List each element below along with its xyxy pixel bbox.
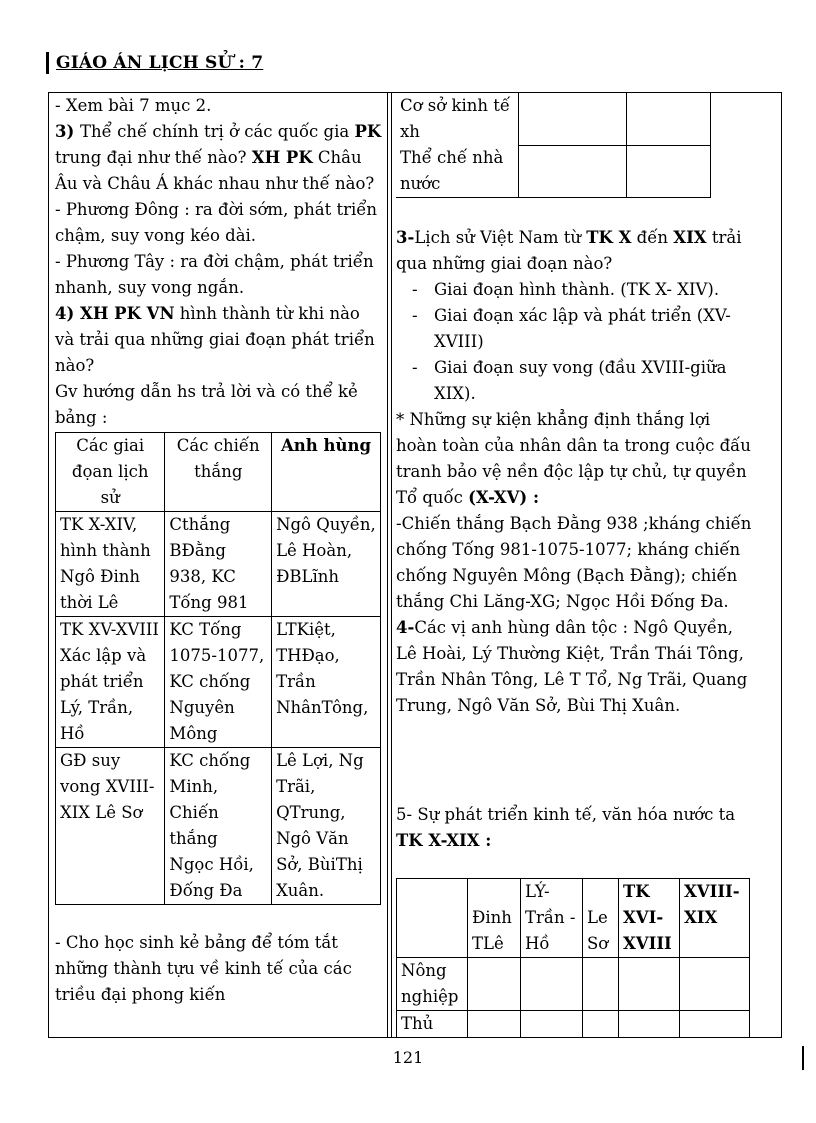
- review-note: - Xem bài 7 mục 2.: [55, 96, 212, 115]
- table-cell: [583, 958, 619, 1011]
- column-divider: [387, 92, 392, 1038]
- table-row: [56, 512, 381, 617]
- table-cell: [680, 958, 750, 1011]
- list-item: - Giai đoạn xác lập và phát triển (XV-XVIII): [396, 303, 752, 355]
- table-cell: [468, 1011, 521, 1038]
- table-cell: [619, 1011, 680, 1038]
- table-row: [396, 145, 710, 198]
- stages-list: [396, 277, 752, 407]
- section-4: 4-Các vị anh hùng dân tộc : Ngô Quyền, Lê Hoài, Lý Thường Kiệt, Trần Thái Tông, Trần Nhân Tông, Lê T Tổ, Ng Trãi, Quang Trung, Ngô Văn Sở, Bùi Thị Xuân.: [396, 618, 748, 715]
- teacher-note: Gv hướng dẫn hs trả lời và có thể kẻ bảng :: [55, 382, 358, 427]
- table-header-row: [56, 433, 381, 512]
- table-header-cell: Le Sơ: [583, 879, 619, 958]
- table-cell: Ngô Quyền, Lê Hoàn, ĐBLĩnh: [272, 512, 381, 617]
- table-header-cell: Các chiến thắng: [165, 433, 272, 512]
- page-number: 121: [392, 1048, 424, 1067]
- table-cell: [626, 145, 710, 198]
- table-cell: LTKiệt, THĐạo, Trần NhânTông,: [272, 617, 381, 748]
- table-cell: [518, 93, 626, 145]
- table-header-cell: Các giai đọan lịch sử: [56, 433, 165, 512]
- history-periods-table: [55, 432, 381, 905]
- margin-mark: [802, 1046, 804, 1070]
- economy-culture-table: [396, 878, 750, 1037]
- answer-west: - Phương Tây : ra đời chậm, phát triển nhanh, suy vong ngắn.: [55, 252, 374, 297]
- header-bar: [46, 52, 49, 74]
- summary-instruction: - Cho học sinh kẻ bảng để tóm tắt những thành tựu về kinh tế của các triều đại phong kiến: [55, 933, 352, 1004]
- left-bottom-note: [55, 930, 383, 1008]
- table-row: [396, 93, 710, 145]
- table-header-cell: Đinh TLê: [468, 879, 521, 958]
- table-cell: [680, 1011, 750, 1038]
- table-row: [397, 1011, 750, 1038]
- table-header-cell: Anh hùng: [272, 433, 381, 512]
- list-item: - Giai đoạn suy vong (đầu XVIII-giữa XIX).: [396, 355, 752, 407]
- table-cell: Thể chế nhà nước: [396, 145, 518, 198]
- section-5-title: [396, 802, 752, 854]
- table-header-row: [397, 879, 750, 958]
- table-cell: Nông nghiệp: [397, 958, 468, 1011]
- table-cell: [521, 1011, 583, 1038]
- table-cell: [468, 958, 521, 1011]
- table-cell: KC chống Minh, Chiến thắng Ngọc Hồi, Đống Đa: [165, 748, 272, 905]
- question-4: 4) XH PK VN hình thành từ khi nào và trải qua những giai đoạn phát triển nào?: [55, 304, 375, 375]
- table-row: [56, 748, 381, 905]
- victories-list: -Chiến thắng Bạch Đằng 938 ;kháng chiến chống Tống 981-1075-1077; kháng chiến chống Nguyên Mông (Bạch Đằng); chiến thắng Chi Lăng-XG; Ngọc Hồi Đống Đa.: [396, 514, 752, 611]
- table-row: [397, 958, 750, 1011]
- question-3: 3) Thể chế chính trị ở các quốc gia PK trung đại như thế nào? XH PK Châu Âu và Châu Á khác nhau như thế nào?: [55, 122, 382, 193]
- table-cell: [626, 93, 710, 145]
- list-item: - Giai đoạn hình thành. (TK X- XIV).: [396, 277, 752, 303]
- table-cell: TK XV-XVIII Xác lập và phát triển Lý, Trần, Hồ: [56, 617, 165, 748]
- table-header-cell: TK XVI-XVIII: [619, 879, 680, 958]
- section-3-title: 3-Lịch sử Việt Nam từ TK X đến XIX trải qua những giai đoạn nào?: [396, 228, 742, 273]
- page-header: GIÁO ÁN LỊCH SỬ : 7: [56, 53, 264, 73]
- table-cell: [521, 958, 583, 1011]
- section-5-text: 5- Sự phát triển kinh tế, văn hóa nước ta TK X-XIX :: [396, 805, 736, 850]
- table-cell: GĐ suy vong XVIII-XIX Lê Sơ: [56, 748, 165, 905]
- table-cell: [619, 958, 680, 1011]
- table-header-cell: LÝ-Trần -Hồ: [521, 879, 583, 958]
- table-cell: Cơ sở kinh tế xh: [396, 93, 518, 145]
- events-intro: * Những sự kiện khẳng định thắng lợi hoàn toàn của nhân dân ta trong cuộc đấu tranh bảo vệ nền độc lập tự chủ, tự quyền Tổ quốc (X-XV) :: [396, 410, 751, 507]
- table-cell: [518, 145, 626, 198]
- table-cell: Lê Lợi, Ng Trãi, QTrung, Ngô Văn Sở, BùiThị Xuân.: [272, 748, 381, 905]
- table-header-cell: XVIII-XIX: [680, 879, 750, 958]
- table-cell: Thủ: [397, 1011, 468, 1038]
- right-column: [396, 225, 752, 719]
- left-column: [55, 93, 383, 431]
- table-cell: Cthắng BĐằng 938, KC Tống 981: [165, 512, 272, 617]
- table-cell: TK X-XIV, hình thành Ngô Đinh thời Lê: [56, 512, 165, 617]
- table-cell: KC Tống 1075-1077, KC chống Nguyên Mông: [165, 617, 272, 748]
- table-cell: [583, 1011, 619, 1038]
- europe-asia-compare-table: [396, 93, 711, 198]
- table-header-cell: [397, 879, 468, 958]
- table-row: [56, 617, 381, 748]
- answer-east: - Phương Đông : ra đời sớm, phát triển chậm, suy vong kéo dài.: [55, 200, 378, 245]
